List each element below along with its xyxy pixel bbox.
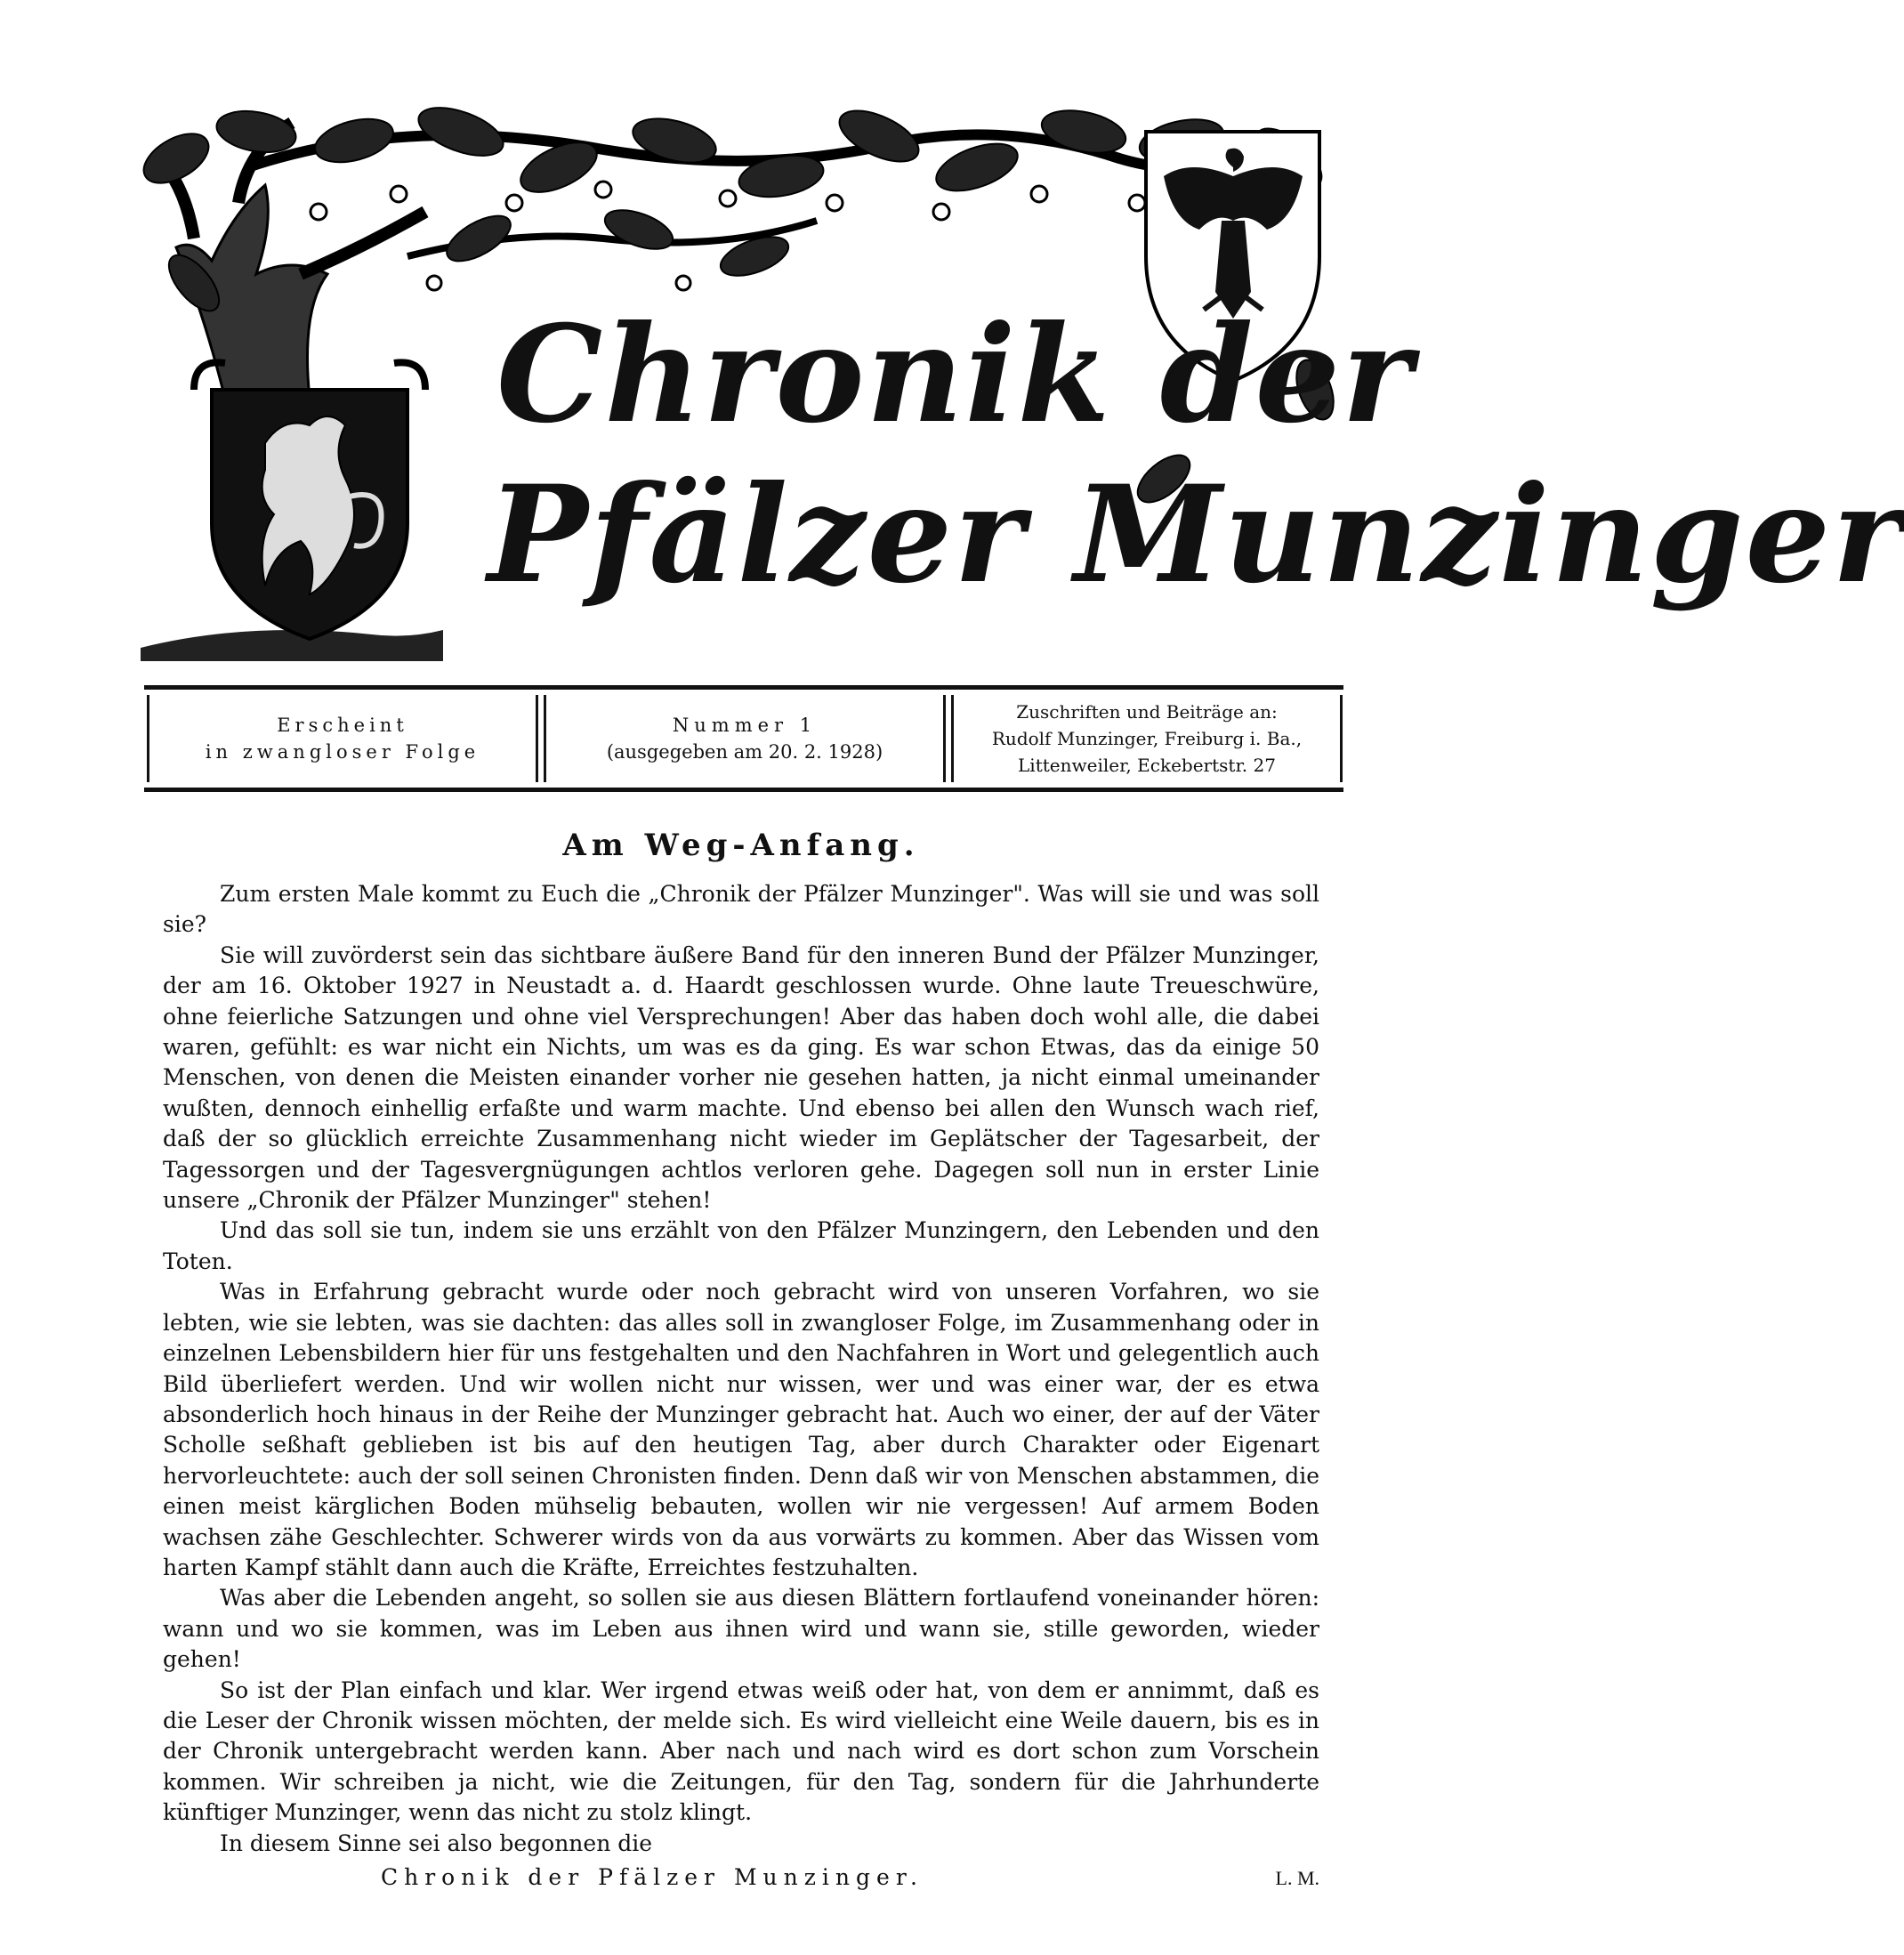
article-paragraph: Zum ersten Male kommt zu Euch die „Chronik der Pfälzer Munzinger". Was will sie und was soll sie? — [163, 881, 1319, 938]
article-paragraph: Sie will zuvörderst sein das sichtbare äußere Band für den inneren Bund der Pfälzer Munzinger, der am 16. Oktober 1927 in Neustadt a. d. Haardt geschlossen wurde. Ohne laute Treueschwüre, ohne feierliche Satzungen und ohne viel Versprechungen! Aber das haben doch wohl alle, die dabei waren, gefühlt: es war nicht ein Nichts, um was es da ging. Es war schon Etwas, das da einige 50 Menschen, von denen die Meisten einander vorher nie gesehen hatten, ja nicht einmal umeinander wußten, dennoch einhellig erfaßte und warm machte. Und ebenso bei allen den Wunsch wach rief, daß der so glücklich erreichte Zusammenhang nicht wieder im Geplätscher der Tagesarbeit, der Tagessorgen und der Tagesvergnügungen achtlos verloren gehe. Dagegen soll nun in erster Linie unsere „Chronik der Pfälzer Munzinger" stehen! — [163, 941, 1319, 1214]
lion-shield-icon — [194, 362, 425, 639]
article-paragraph: Was in Erfahrung gebracht wurde oder noch gebracht wird von unseren Vorfahren, wo sie lebten, wie sie lebten, was sie dachten: das alles soll in zwangloser Folge, im Zusammenhang oder in einzelnen Lebensbildern hier für uns festgehalten und den Nachfahren in Wort und gelegentlich auch Bild überliefert werden. Und wir wollen nicht nur wissen, wer und was einer war, der es etwa absonderlich hoch hinaus in der Reihe der Munzinger gebracht hat. Auch wo einer, der auf der Väter Scholle seßhaft geblieben ist bis auf den heutigen Tag, aber durch Charakter oder Eigenart hervorleuchtete: auch der soll seinen Chronisten finden. Denn daß wir von Menschen abstammen, die einen meist kärglichen Boden mühselig bebauten, wollen wir nie vergessen! Auf armem Boden wachsen zähe Geschlechter. Schwerer wirds von da aus vorwärts zu kommen. Aber das Wissen vom harten Kampf stählt dann auch die Kräfte, Erreichtes festzuhalten. — [163, 1279, 1319, 1580]
contact-line-2: Rudolf Munzinger, Freiburg i. Ba., — [991, 728, 1303, 749]
issue-number — [544, 695, 946, 782]
author-initials: L. M. — [1275, 1867, 1319, 1889]
signature-row — [163, 1864, 1319, 1890]
masthead-title-line1: Chronik der — [496, 296, 1415, 453]
contact-line-1: Zuschriften und Beiträge an: — [1016, 701, 1278, 723]
issue-number-line: Nummer 1 — [672, 715, 818, 736]
issue-date-line: (ausgegeben am 20. 2. 1928) — [606, 741, 883, 763]
closing-line: In diesem Sinne sei also begonnen die — [220, 1830, 653, 1856]
signature-title: Chronik der Pfälzer Munzinger. — [381, 1864, 924, 1890]
article-paragraph: Und das soll sie tun, indem sie uns erzählt von den Pfälzer Munzingern, den Lebenden und den Toten. — [163, 1217, 1319, 1274]
article — [163, 828, 1319, 1890]
publication-frequency — [147, 695, 538, 782]
frequency-line-1: Erscheint — [277, 715, 408, 736]
article-paragraph: Was aber die Lebenden angeht, so sollen sie aus diesen Blättern fortlaufend voneinander hören: wann und wo sie kommen, was im Leben aus ihnen wird und wann sie, stille geworden, wieder gehen! — [163, 1585, 1319, 1673]
masthead — [141, 105, 1904, 661]
frequency-line-2: in zwangloser Folge — [205, 741, 480, 763]
masthead-title-line2: Pfälzer Munzinger — [488, 456, 1904, 613]
article-heading: Am Weg-Anfang. — [562, 828, 920, 863]
article-paragraph: So ist der Plan einfach und klar. Wer irgend etwas weiß oder hat, von dem er annimmt, daß es die Leser der Chronik wissen möchten, der melde sich. Es wird vielleicht eine Weile dauern, bis es in der Chronik untergebracht werden kann. Aber nach und nach wird es dort schon zum Vorschein kommen. Wir schreiben ja nicht, wie die Zeitungen, für den Tag, sondern für die Jahrhunderte künftiger Munzinger, wenn das nicht zu stolz klingt. — [163, 1676, 1319, 1826]
contact-line-3: Littenweiler, Eckebertstr. 27 — [1018, 755, 1276, 776]
contact-address — [951, 695, 1343, 782]
info-bar — [144, 685, 1343, 792]
